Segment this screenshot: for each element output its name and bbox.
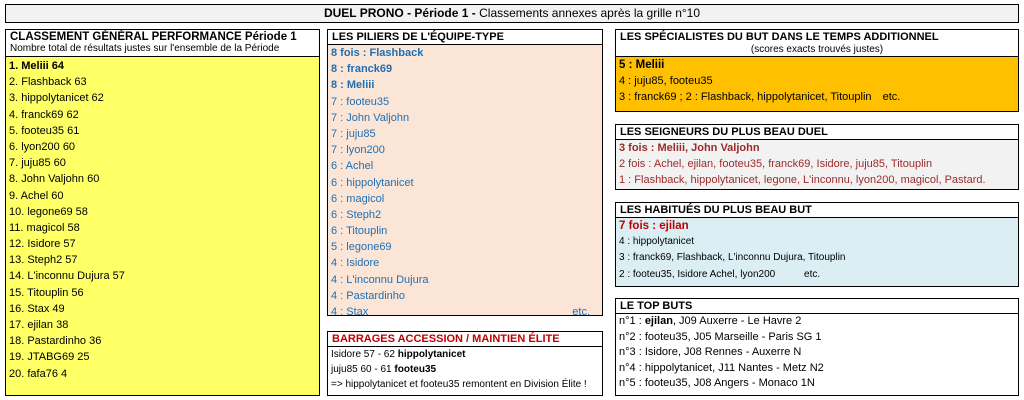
habitues-text: 2 : footeu35, Isidore Achel, lyon200: [619, 268, 776, 280]
habitues-etc: etc.: [804, 268, 821, 280]
ranking-row: 6. lyon200 60: [9, 140, 76, 153]
piliers-row: 6 : Steph2: [331, 208, 382, 221]
barrages-score: juju85 60 - 61: [331, 364, 395, 375]
title-main: DUEL PRONO - Période 1 -: [323, 6, 480, 20]
ranking-row: 18. Pastardinho 36: [9, 335, 102, 348]
ranking-row: 5. footeu35 61: [9, 124, 80, 137]
top-buts-match: , J08 Rennes - Auxerre N: [677, 346, 802, 358]
piliers-row: 4 : L'inconnu Dujura: [331, 273, 429, 286]
ranking-row: 4. franck69 62: [9, 108, 79, 121]
piliers-row: 7 : John Valjohn: [331, 111, 410, 124]
piliers-header: LES PILIERS DE L'ÉQUIPE-TYPE: [328, 30, 602, 45]
habitues-row: 7 fois : ejilan: [619, 220, 689, 232]
general-ranking-panel: [5, 29, 320, 396]
piliers-row: 8 : franck69: [331, 63, 393, 76]
ranking-row: 20. fafa76 4: [9, 367, 68, 380]
piliers-panel: [327, 29, 603, 319]
specialistes-etc: etc.: [882, 91, 901, 104]
general-ranking-list: [6, 57, 319, 382]
piliers-etc: etc.: [572, 306, 590, 319]
piliers-row: 7 : juju85: [331, 127, 376, 140]
habitues-row: 3 : franck69, Flashback, L'inconnu Dujura, Titouplin: [619, 252, 846, 264]
page-title: [5, 4, 1019, 23]
ranking-row: 9. Achel 60: [9, 189, 64, 202]
barrages-score: Isidore 57 - 62: [331, 349, 398, 360]
ranking-row: 3. hippolytanicet 62: [9, 92, 104, 105]
habitues-row: [616, 267, 1018, 283]
piliers-row: 5 : legone69: [331, 241, 392, 254]
specialistes-subheader: (scores exacts trouvés justes): [616, 44, 1018, 57]
top-buts-name: hippolytanicet: [644, 361, 713, 374]
ranking-row: 16. Stax 49: [9, 302, 65, 315]
top-buts-row: [616, 314, 1018, 330]
seigneurs-header: LES SEIGNEURS DU PLUS BEAU DUEL: [616, 125, 1018, 140]
specialistes-text: 3 : franck69 ; 2 : Flashback, hippolytanicet, Titouplin: [619, 91, 872, 104]
general-ranking-subheader: Nombre total de résultats justes sur l'ensemble de la Période: [6, 43, 319, 57]
top-buts-panel: [615, 298, 1019, 396]
seigneurs-row: 2 fois : Achel, ejilan, footeu35, franck69, Isidore, juju85, Titouplin: [619, 158, 933, 171]
habitues-header: LES HABITUÉS DU PLUS BEAU BUT: [616, 203, 1018, 218]
piliers-list: [328, 45, 602, 320]
top-buts-match: , J08 Angers - Monaco 1N: [687, 377, 815, 389]
piliers-row: 8 fois : Flashback: [331, 47, 424, 59]
ranking-row: 7. juju85 60: [9, 157, 66, 170]
specialistes-header: LES SPÉCIALISTES DU BUT DANS LE TEMPS ADDITIONNEL: [616, 30, 1018, 44]
ranking-row: 17. ejilan 38: [9, 319, 69, 331]
piliers-row: 6 : Titouplin: [331, 225, 388, 238]
piliers-row: 7 : footeu35: [331, 95, 390, 108]
ranking-row: 10. legone69 58: [9, 205, 88, 218]
piliers-row: 6 : hippolytanicet: [331, 176, 414, 189]
barrages-line: [328, 362, 602, 377]
habitues-panel: [615, 202, 1019, 287]
top-buts-header: LE TOP BUTS: [616, 299, 1018, 314]
ranking-row: 8. John Valjohn 60: [9, 173, 100, 186]
top-buts-name: Isidore: [644, 346, 678, 358]
top-buts-match: , J11 Nantes - Metz N2: [712, 361, 824, 374]
barrages-line: [328, 347, 602, 362]
ranking-row: 13. Steph2 57: [9, 254, 78, 267]
seigneurs-panel: [615, 124, 1019, 190]
barrages-winner: hippolytanicet: [397, 349, 466, 360]
piliers-row: 7 : lyon200: [331, 144, 385, 157]
habitues-row: 4 : hippolytanicet: [619, 236, 695, 248]
ranking-row: 2. Flashback 63: [9, 76, 87, 89]
ranking-row: 19. JTABG69 25: [9, 351, 90, 364]
ranking-row: 12. Isidore 57: [9, 238, 76, 251]
barrages-header: BARRAGES ACCESSION / MAINTIEN ÉLITE: [328, 332, 602, 347]
specialistes-row: 4 : juju85, footeu35: [619, 75, 713, 88]
specialistes-row: [616, 89, 1018, 105]
ranking-row: 1. Meliii 64: [9, 60, 65, 72]
top-buts-name: ejilan: [644, 315, 673, 327]
top-buts-rank: n°4 :: [619, 361, 645, 374]
top-buts-row: [616, 330, 1018, 346]
piliers-row: 4 : Pastardinho: [331, 289, 405, 302]
seigneurs-row: 1 : Flashback, hippolytanicet, legone, L'inconnu, lyon200, magicol, Pastard.: [619, 174, 986, 187]
top-buts-rank: n°2 :: [619, 330, 645, 343]
top-buts-row: [616, 361, 1018, 377]
top-buts-row: [616, 376, 1018, 392]
barrages-panel: [327, 331, 603, 396]
piliers-row: 6 : magicol: [331, 192, 385, 205]
top-buts-row: [616, 345, 1018, 361]
title-sub: Classements annexes après la grille n°10: [479, 6, 701, 20]
piliers-row: 4 : Isidore: [331, 257, 380, 270]
general-ranking-header: CLASSEMENT GÉNÉRAL PERFORMANCE Période 1: [6, 30, 319, 43]
top-buts-name: footeu35: [644, 330, 688, 343]
top-buts-name: footeu35: [644, 377, 688, 389]
piliers-row: 6 : Achel: [331, 160, 374, 173]
top-buts-rank: n°1 :: [619, 315, 645, 327]
barrages-winner: footeu35: [394, 364, 437, 375]
seigneurs-row: 3 fois : Meliii, John Valjohn: [619, 142, 760, 154]
ranking-row: 14. L'inconnu Dujura 57: [9, 270, 125, 283]
piliers-row: 4 : Stax: [331, 306, 369, 318]
piliers-row: 8 : Meliii: [331, 79, 375, 92]
specialistes-row: 5 : Meliii: [619, 59, 665, 71]
barrages-conclusion: => hippolytanicet et footeu35 remontent en Division Élite !: [331, 379, 587, 390]
top-buts-rank: n°3 :: [619, 346, 645, 358]
specialistes-panel: [615, 29, 1019, 112]
top-buts-match: , J09 Auxerre - Le Havre 2: [672, 315, 802, 327]
top-buts-match: , J05 Marseille - Paris SG 1: [687, 330, 822, 343]
top-buts-rank: n°5 :: [619, 377, 645, 389]
ranking-row: 15. Titouplin 56: [9, 286, 84, 299]
ranking-row: 11. magicol 58: [9, 221, 80, 234]
